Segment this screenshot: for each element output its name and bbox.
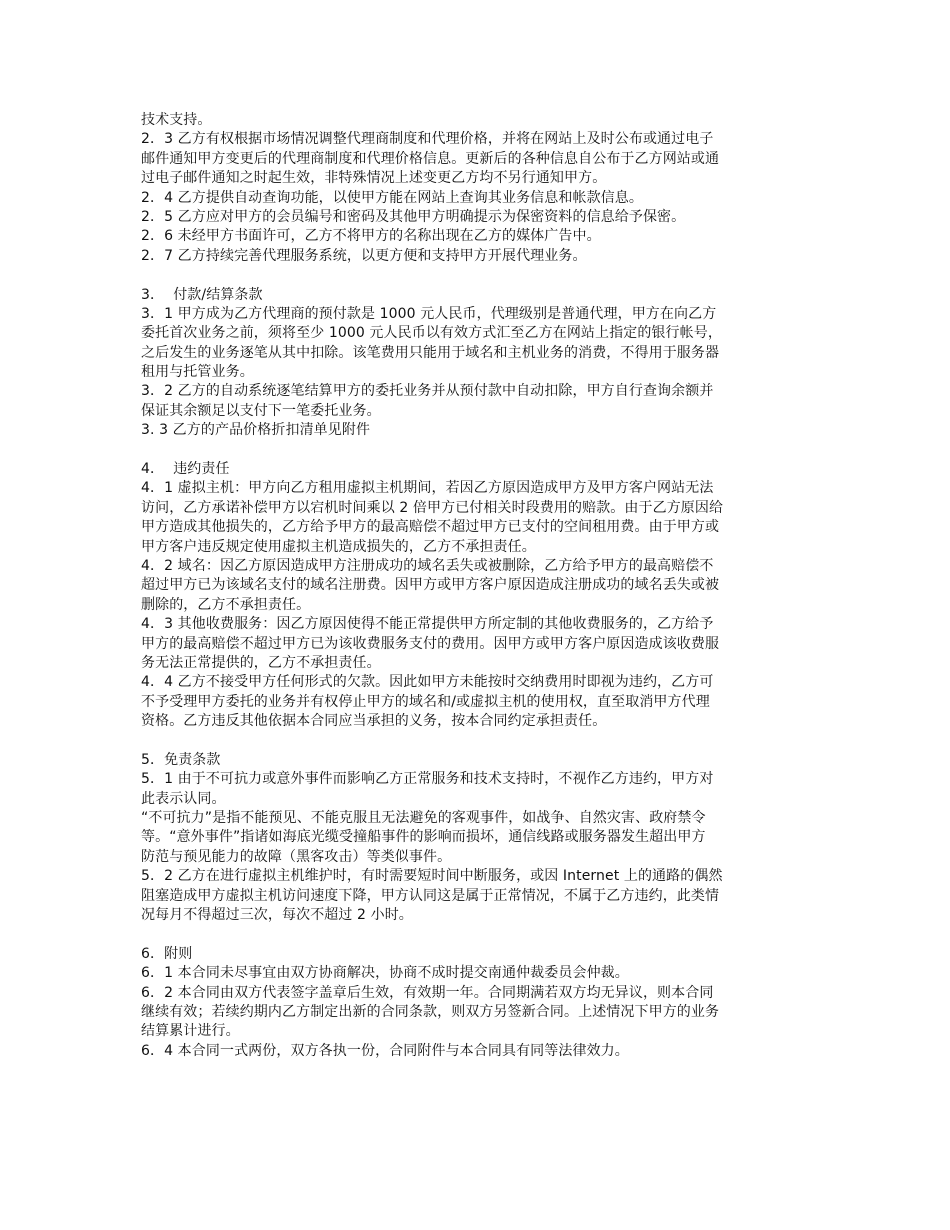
text-line: 甲方客户违反规定使用虚拟主机造成损失的，乙方不承担责任。 bbox=[141, 538, 536, 555]
text-line: 况每月不得超过三次，每次不超过 2 小时。 bbox=[141, 907, 413, 924]
text-line: 甲方的最高赔偿不超过甲方已为该收费服务支付的费用。因甲方或甲方客户原因造成该收费服 bbox=[141, 635, 720, 652]
text-line: 资格。乙方违反其他依据本合同应当承担的义务，按本合同约定承担责任。 bbox=[141, 713, 607, 730]
text-line: “不可抗力”是指不能预见、不能克服且无法避免的客观事件，如战争、自然灾害、政府禁令 bbox=[141, 810, 706, 827]
section-heading: 6．附则 bbox=[141, 945, 193, 962]
text-line: 访问，乙方承诺补偿甲方以宕机时间乘以 2 倍甲方已付相关时段费用的赔款。由于乙方原因给 bbox=[141, 499, 724, 516]
text-line: 2．4 乙方提供自动查询功能，以使甲方能在网站上查询其业务信息和帐款信息。 bbox=[141, 189, 643, 206]
text-line: 技术支持。 bbox=[141, 112, 212, 128]
blank-line bbox=[141, 266, 813, 285]
text-line: 2．5 乙方应对甲方的会员编号和密码及其他甲方明确提示为保密资料的信息给予保密。 bbox=[141, 208, 686, 225]
text-line: 过电子邮件通知之时起生效，非特殊情况上述变更乙方均不另行通知甲方。 bbox=[141, 170, 607, 187]
text-line: 不予受理甲方委托的业务并有权停止甲方的域名和/或虚拟主机的使用权，直至取消甲方代理 bbox=[141, 693, 710, 710]
text-line: 防范与预见能力的故障（黑客攻击）等类似事件。 bbox=[141, 848, 452, 865]
text-line: 5．1 由于不可抗力或意外事件而影响乙方正常服务和技术支持时，不视作乙方违约，甲方对 bbox=[141, 771, 714, 788]
text-line: 5．2 乙方在进行虚拟主机维护时，有时需要短时间中断服务，或因 Internet 上的通路的偶然 bbox=[141, 868, 723, 885]
text-line: 3．2 乙方的自动系统逐笔结算甲方的委托业务并从预付款中自动扣除，甲方自行查询余额并 bbox=[141, 383, 714, 400]
text-line: 结算累计进行。 bbox=[141, 1023, 240, 1040]
text-line: 委托首次业务之前，须将至少 1000 元人民币以有效方式汇至乙方在网站上指定的银行帐号， bbox=[141, 325, 722, 342]
text-line: 继续有效；若续约期内乙方制定出新的合同条款，则双方另签新合同。上述情况下甲方的业务 bbox=[141, 1003, 720, 1020]
text-line: 阻塞造成甲方虚拟主机访问速度下降，甲方认同这是属于正常情况，不属于乙方违约，此类情 bbox=[141, 887, 720, 904]
text-line: 2．7 乙方持续完善代理服务系统，以更方便和支持甲方开展代理业务。 bbox=[141, 247, 587, 264]
text-line: 6．4 本合同一式两份，双方各执一份，合同附件与本合同具有同等法律效力。 bbox=[141, 1042, 629, 1059]
blank-line bbox=[141, 732, 813, 751]
text-line: 4．1 虚拟主机：甲方向乙方租用虚拟主机期间，若因乙方原因造成甲方及甲方客户网站无法 bbox=[141, 480, 714, 497]
text-line: 此表示认同。 bbox=[141, 790, 226, 807]
text-line: 6．2 本合同由双方代表签字盖章后生效，有效期一年。合同期满若双方均无异议，则本合同 bbox=[141, 984, 714, 1001]
text-line: 租用与托管业务。 bbox=[141, 364, 254, 381]
text-line: 之后发生的业务逐笔从其中扣除。该笔费用只能用于域名和主机业务的消费，不得用于服务器 bbox=[141, 344, 720, 361]
document-body bbox=[141, 111, 813, 1061]
text-line: 超过甲方已为该域名支付的域名注册费。因甲方或甲方客户原因造成注册成功的域名丢失或被 bbox=[141, 577, 720, 594]
text-line: 6．1 本合同未尽事宜由双方协商解决，协商不成时提交南通仲裁委员会仲裁。 bbox=[141, 965, 629, 982]
text-line: 4．4 乙方不接受甲方任何形式的欠款。因此如甲方未能按时交纳费用时即视为违约，乙方可 bbox=[141, 674, 714, 691]
text-line: 甲方造成其他损失的，乙方给予甲方的最高赔偿不超过甲方已支付的空间租用费。由于甲方或 bbox=[141, 519, 720, 536]
section-heading: 5．免责条款 bbox=[141, 751, 221, 768]
text-line: 保证其余额足以支付下一笔委托业务。 bbox=[141, 402, 381, 419]
text-line: 4．2 域名：因乙方原因造成甲方注册成功的域名丢失或被删除，乙方给予甲方的最高赔偿不 bbox=[141, 557, 714, 574]
blank-line bbox=[141, 925, 813, 944]
text-line: 4．3 其他收费服务：因乙方原因使得不能正常提供甲方所定制的其他收费服务的，乙方给予 bbox=[141, 616, 714, 633]
text-line: 邮件通知甲方变更后的代理商制度和代理价格信息。更新后的各种信息自公布于乙方网站或通 bbox=[141, 150, 720, 167]
blank-line bbox=[141, 441, 813, 460]
text-line: 务无法正常提供的，乙方不承担责任。 bbox=[141, 654, 381, 671]
text-line: 2．6 未经甲方书面许可，乙方不将甲方的名称出现在乙方的媒体广告中。 bbox=[141, 228, 601, 245]
text-line: 3．1 甲方成为乙方代理商的预付款是 1000 元人民币，代理级别是普通代理，甲方在向乙方 bbox=[141, 305, 717, 322]
section-heading: 3． 付款/结算条款 bbox=[141, 286, 263, 303]
text-line: 2．3 乙方有权根据市场情况调整代理商制度和代理价格，并将在网站上及时公布或通过电子 bbox=[141, 131, 714, 148]
text-line: 删除的，乙方不承担责任。 bbox=[141, 596, 311, 613]
section-heading: 4． 违约责任 bbox=[141, 461, 230, 478]
text-line: 等。“意外事件”指诸如海底光缆受撞船事件的影响而损坏，通信线路或服务器发生超出甲方 bbox=[141, 829, 706, 846]
text-line: 3. 3 乙方的产品价格折扣清单见附件 bbox=[141, 422, 371, 439]
